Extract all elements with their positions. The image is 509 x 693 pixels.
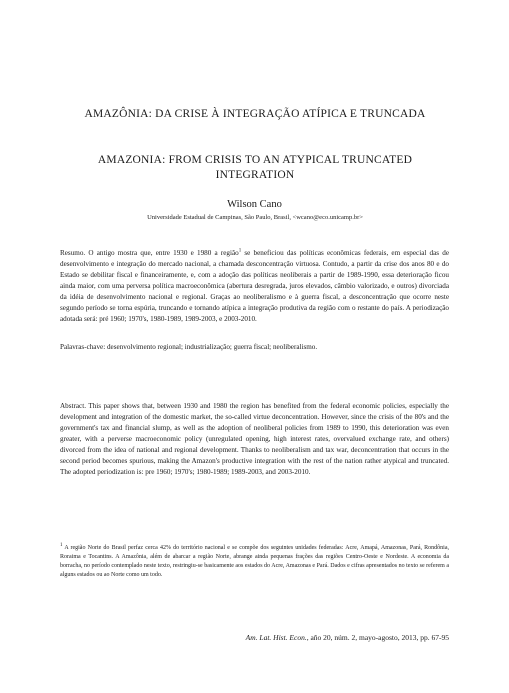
resumo-paragraph — [60, 248, 449, 325]
journal-footer — [60, 633, 449, 642]
resumo-text-rest: se beneficiou das políticas econômicas federais, em especial das de desenvolvimento e integração do mercado nacional, a chamada desconcentração virtuosa. Contudo, a partir da crise dos anos 80 e do Estado se debilitar fiscal e financeiramente, e, com a adoção das políticas neoliberais a partir de 1989-1990, essa deterioração ficou ainda maior, com uma perversa política macroeconômica (abertura desregrada, juros elevados, câmbio valorizado, e outros) divorciada da idéia de desenvolvimento nacional e regional. Graças ao neoliberalismo e à guerra fiscal, a desconcentração que ocorre neste segundo período se torna espúria, truncando e tornando atípica a integração produtiva da região com o restante do país. A periodização adotada será: pré 1960; 1970's, 1980-1989, 1989-2003, e 2003-2010. — [60, 249, 449, 324]
journal-details: , año 20, núm. 2, mayo-agosto, 2013, pp. 67-95 — [306, 633, 449, 642]
footnote-text: A região Norte do Brasil perfaz cerca 42% do território nacional e se compõe dos seguintes unidades federadas: Acre, Amapá, Amazonas, Pará, Rondônia, Roraima e Tocantins. A Amazônia, além de abarcar a região Norte, abrange ainda pequenas frações das regiões Centro-Oeste e Nordeste. A economia da borracha, no período contemplado neste texto, restringiu-se basicamente aos estados do Acre, Amazonas e Pará. Dados e cifras apresentados no texto se referem a alguns estados ou ao Norte como um todo. — [60, 545, 449, 579]
author-name: Wilson Cano — [227, 199, 282, 210]
title-portuguese: AMAZÔNIA: DA CRISE À INTEGRAÇÃO ATÍPICA E TRUNCADA — [84, 108, 426, 120]
author-affiliation: Universidade Estadual de Campinas, São Paulo, Brasil, <wcano@eco.unicamp.br> — [147, 214, 363, 221]
abstract-paragraph: Abstract. This paper shows that, between 1930 and 1980 the region has benefited from the federal economic policies, especially the development and integration of the domestic market, the so-called virtue deconcentration. However, since the crisis of the 80's and the government's tax and financial slump, as well as the adoption of neoliberal policies from 1989 to 1990, this deterioration was even greater, with a perverse macroeconomic policy (unregulated opening, high interest rates, overvalued exchange rate, and others) divorced from the idea of national and regional development. Thanks to neoliberalism and tax war, deconcentration that occurs in the second period becomes spurious, making the Amazon's productive integration with the rest of the nation rather atypical and truncated. The adopted periodization is: pre 1960; 1970's; 1980-1989; 1989-2003, and 2003-2010. — [60, 402, 449, 477]
footnote-reference[interactable]: 1 — [238, 248, 242, 254]
footnote — [60, 544, 449, 580]
keywords-line: Palavras-chave: desenvolvimento regional; industrialização; guerra fiscal; neoliberalismo. — [60, 343, 318, 351]
resumo-text-start: Resumo. O antigo mostra que, entre 1930 e 1980 a região — [60, 249, 239, 257]
title-english: AMAZONIA: FROM CRISIS TO AN ATYPICAL TRUNCATED INTEGRATION — [97, 154, 413, 181]
journal-name: Am. Lat. Hist. Econ. — [245, 633, 307, 642]
footnote-mark: 1 — [60, 543, 63, 548]
